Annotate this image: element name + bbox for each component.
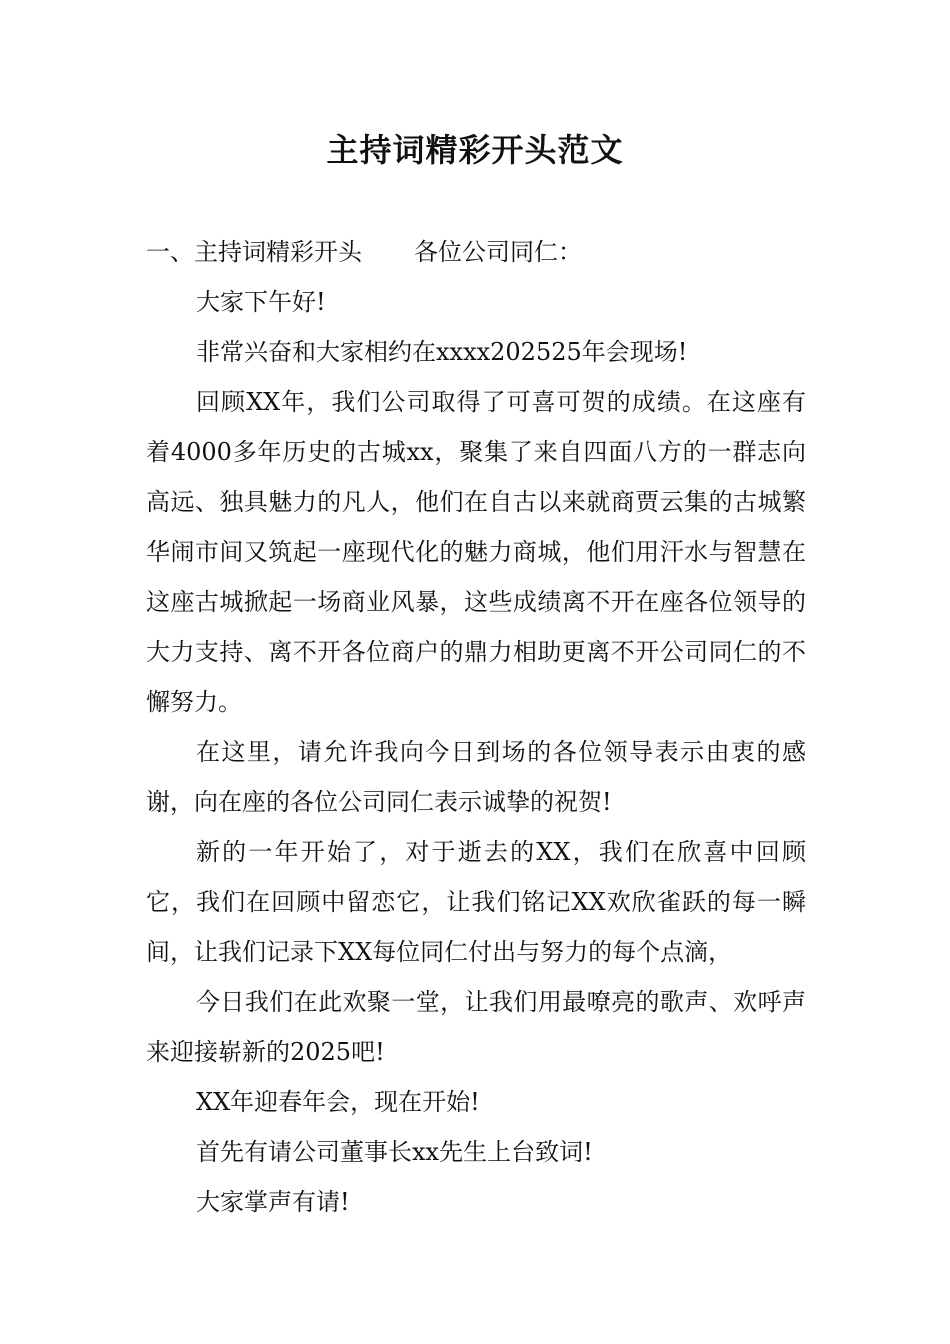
paragraph: 大家下午好! (196, 288, 326, 316)
section-heading: 一、主持词精彩开头 (146, 238, 362, 266)
greeting-line: 各位公司同仁： (414, 238, 582, 266)
paragraph: 首先有请公司董事长xx先生上台致词! (196, 1138, 593, 1166)
paragraph: XX年迎春年会，现在开始! (196, 1088, 480, 1116)
paragraph: 今日我们在此欢聚一堂，让我们用最嘹亮的歌声、欢呼声来迎接崭新的2025吧! (146, 988, 806, 1066)
paragraph: 大家掌声有请! (196, 1188, 350, 1216)
paragraph: 回顾XX年，我们公司取得了可喜可贺的成绩。在这座有着4000多年历史的古城xx，聚集了来自四面八方的一群志向高远、独具魅力的凡人，他们在自古以来就商贾云集的古城繁华闹市间又筑起一座现代化的魅力商城，他们用汗水与智慧在这座古城掀起一场商业风暴，这些成绩离不开在座各位领导的大力支持、离不开各位商户的鼎力相助更离不开公司同仁的不懈努力。 (146, 388, 806, 716)
section-heading-line (146, 227, 806, 277)
paragraph: 在这里，请允许我向今日到场的各位领导表示由衷的感谢，向在座的各位公司同仁表示诚挚的祝贺! (146, 738, 806, 816)
document-body (146, 227, 806, 1227)
document-title: 主持词精彩开头范文 (326, 131, 624, 169)
paragraph: 非常兴奋和大家相约在xxxx202525年会现场! (196, 338, 688, 366)
paragraph: 新的一年开始了，对于逝去的XX，我们在欣喜中回顾它，我们在回顾中留恋它，让我们铭记XX欢欣雀跃的每一瞬间，让我们记录下XX每位同仁付出与努力的每个点滴， (146, 838, 806, 966)
